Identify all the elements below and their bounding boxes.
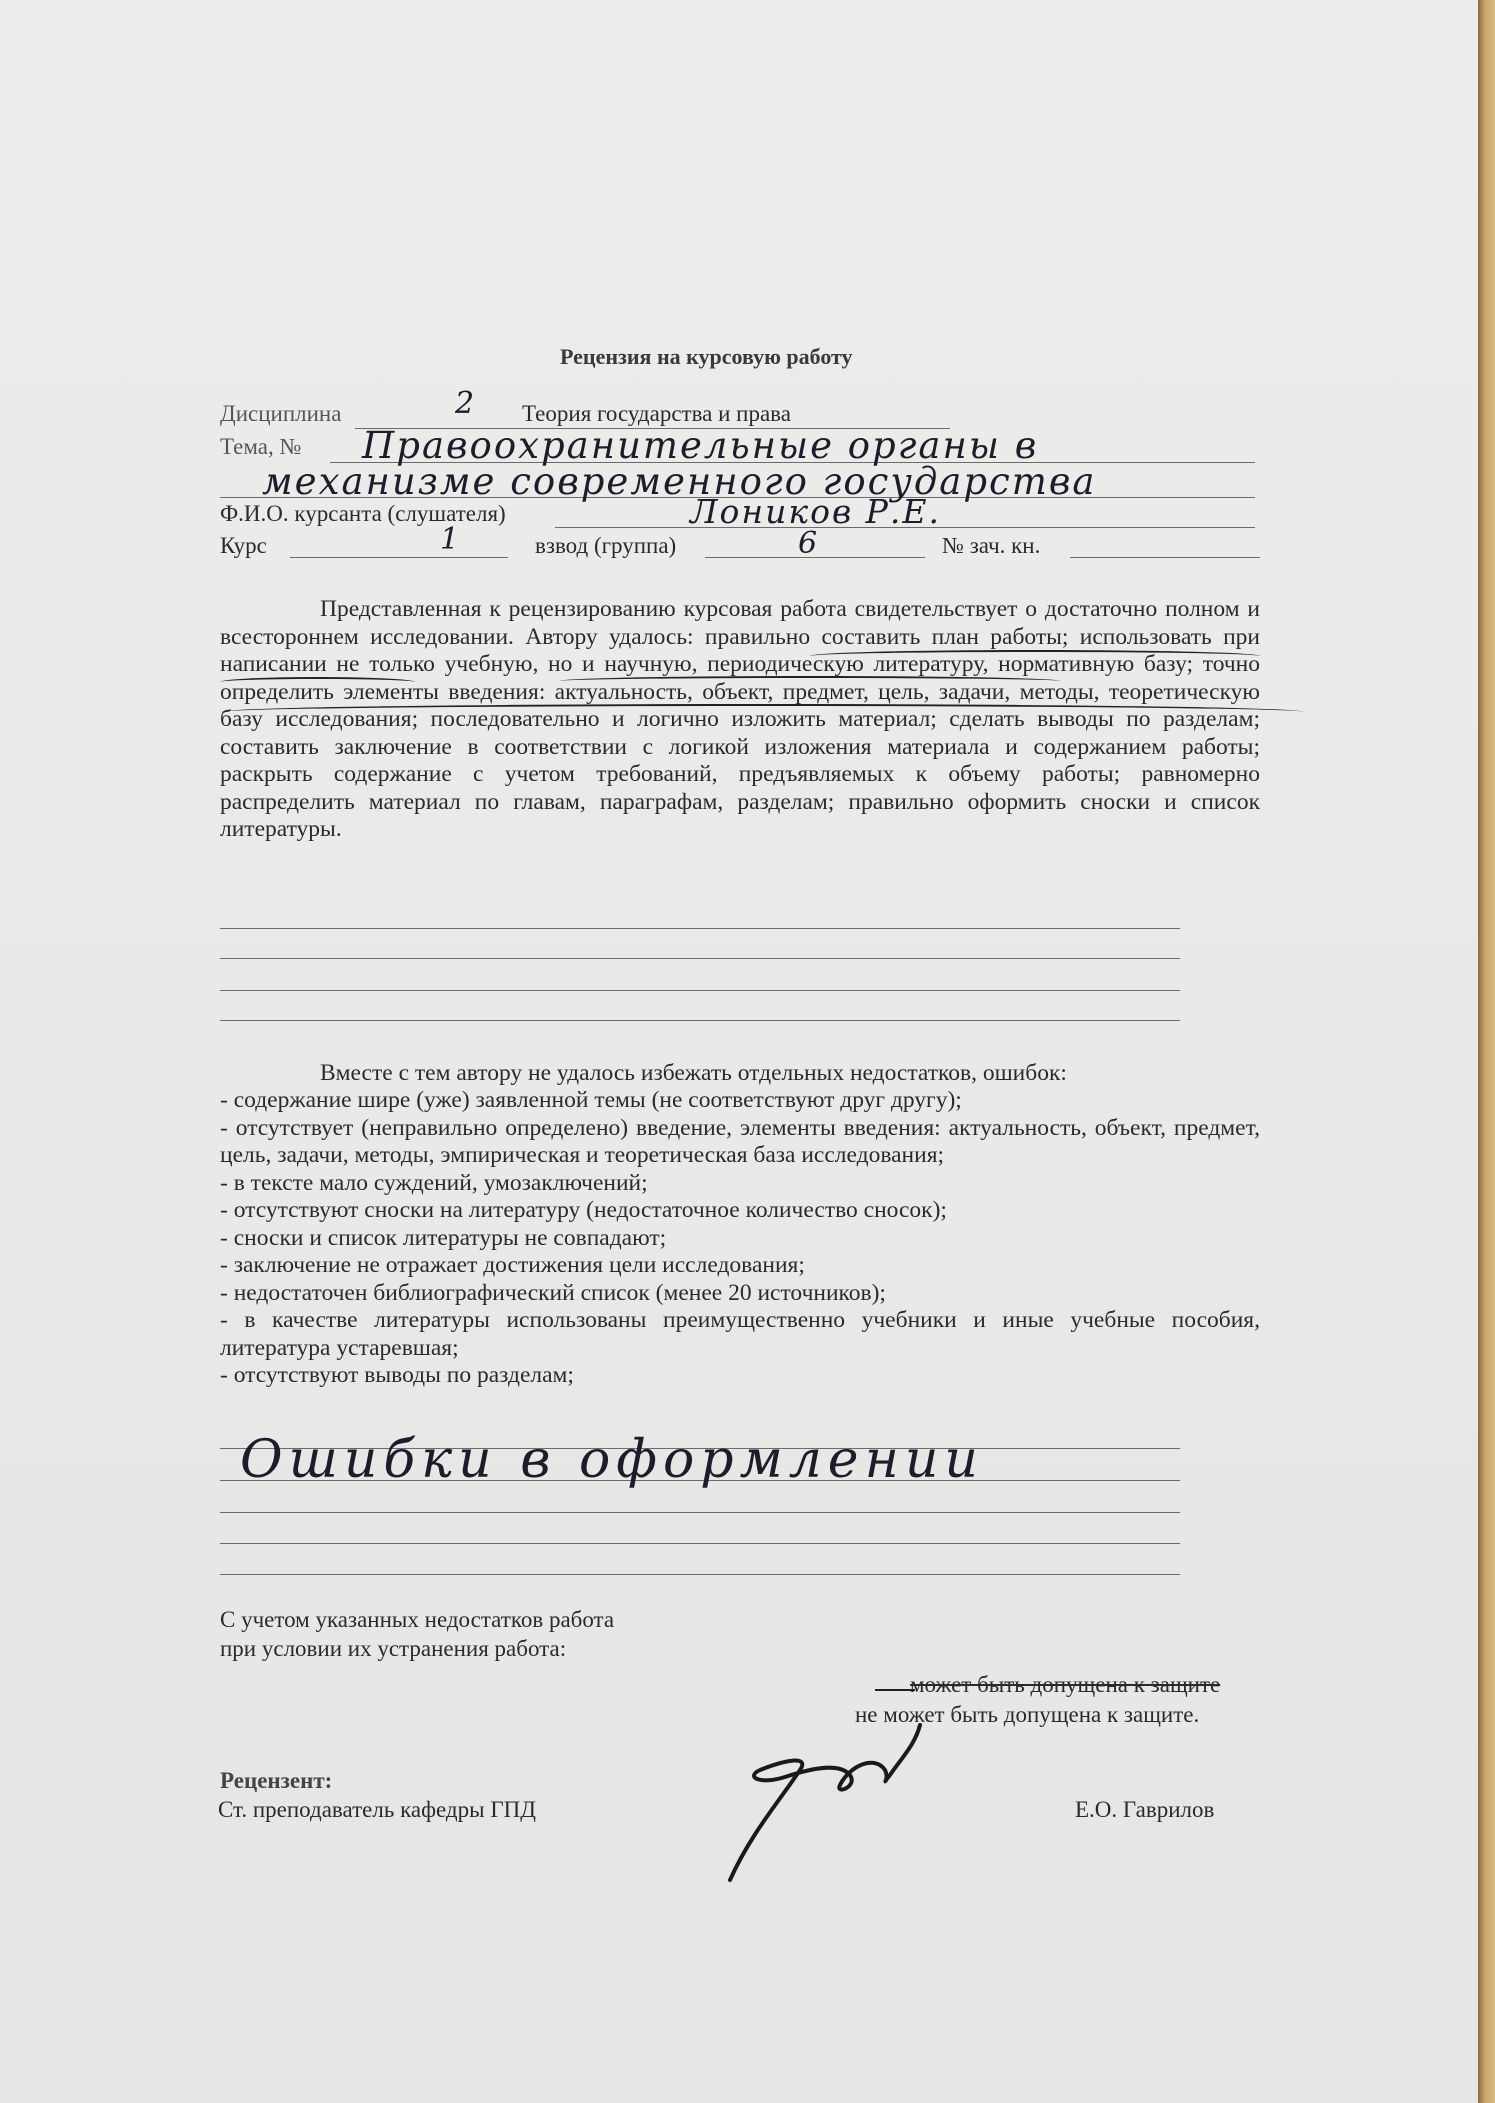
platoon-value: 6: [798, 526, 820, 561]
shortcoming-item: - отсутствует (неправильно определено) введение, элементы введения: актуальность, объект, предмет, цель, задачи, методы, эмпирическая и теоретическая база исследования;: [220, 1114, 1260, 1168]
discipline-value: Теория государства и права: [522, 401, 791, 426]
student-label: Ф.И.О. курсанта (слушателя): [220, 501, 506, 526]
shortcoming-item: - отсутствуют выводы по разделам;: [220, 1362, 574, 1388]
document-title: Рецензия на курсовую работу: [560, 344, 853, 369]
course-label: Курс: [220, 533, 267, 558]
underline-mark-3: [560, 676, 1060, 686]
option-allowed: может быть допущена к защите: [910, 1672, 1221, 1697]
shortcoming-item: - сноски и список литературы не совпадают;: [220, 1224, 667, 1251]
topic-handwritten-2: механизме современного государства: [262, 460, 1097, 503]
shortcoming-item: - недостаточен библиографический список (менее 20 источников);: [220, 1279, 886, 1306]
student-name-handwritten: Лоников Р.Е.: [690, 492, 941, 531]
reviewer-signature: [690, 1715, 950, 1895]
record-book-line: [1070, 557, 1260, 558]
handwritten-note: Ошибки в оформлении: [240, 1430, 984, 1490]
note-line: [220, 1574, 1180, 1575]
topic-label: Тема, №: [220, 434, 302, 459]
discipline-number: 2: [455, 386, 477, 421]
shortcoming-item: - в качестве литературы использованы преимущественно учебники и иные учебные пособия, литература устаревшая;: [220, 1307, 1260, 1361]
shortcoming-item: - в тексте мало суждений, умозаключений;: [220, 1169, 648, 1196]
shortcoming-item: - заключение не отражает достижения цели исследования;: [220, 1252, 805, 1278]
record-book-label: № зач. кн.: [942, 533, 1041, 558]
platoon-label: взвод (группа): [535, 533, 677, 558]
underline-mark-4: [220, 704, 1305, 720]
topic-handwritten-1: Правоохранительные органы в: [362, 424, 1039, 467]
blank-line: [220, 1020, 1180, 1021]
shortcoming-item: - отсутствуют сноски на литературу (недостаточное количество сносок);: [220, 1197, 947, 1223]
shortcomings-intro: Вместе с тем автору не удалось избежать отдельных недостатков, ошибок:: [320, 1060, 1067, 1086]
conclusion-line-1: С учетом указанных недостатков работа: [220, 1607, 615, 1632]
discipline-label: Дисциплина: [220, 401, 342, 426]
paper-edge: [1478, 0, 1495, 2103]
reviewer-position: Ст. преподаватель кафедры ГПД: [218, 1797, 536, 1822]
blank-line: [220, 958, 1180, 959]
blank-line: [220, 990, 1180, 991]
blank-line: [220, 928, 1180, 929]
note-line: [220, 1543, 1180, 1544]
underline-mark-1: [810, 650, 1260, 662]
option-not-allowed: не может быть допущена к защите.: [855, 1702, 1200, 1727]
shortcoming-item: - содержание шире (уже) заявленной темы (не соответствуют друг другу);: [220, 1087, 962, 1113]
shortcomings-list: [220, 1087, 1260, 1390]
course-value: 1: [440, 522, 462, 557]
underline-mark-2: [220, 677, 415, 687]
reviewer-name: Е.О. Гаврилов: [1075, 1797, 1215, 1822]
course-line: [290, 557, 508, 558]
reviewer-label: Рецензент:: [220, 1768, 333, 1793]
conclusion-line-2: при условии их устранения работа:: [220, 1636, 567, 1661]
positive-review-paragraph: Представленная к рецензированию курсовая работа свидетельствует о достаточно полном и всестороннем исследовании. Автору удалось: правильно составить план работы; использовать при написании не только учебную, но и научную, периодическую литературу, нормативную базу; точно определить элементы введения: актуальность, объект, предмет, цель, задачи, методы, теоретическую базу исследования; последовательно и логично изложить материал; сделать выводы по разделам; составить заключение в соответствии с логикой изложения материала и содержанием работы; раскрыть содержание с учетом требований, предъявляемых к объему работы; равномерно распределить материал по главам, параграфам, разделам; правильно оформить сноски и список литературы.: [220, 596, 1260, 842]
strike-lead-mark: [875, 1689, 915, 1693]
note-line: [220, 1512, 1180, 1513]
